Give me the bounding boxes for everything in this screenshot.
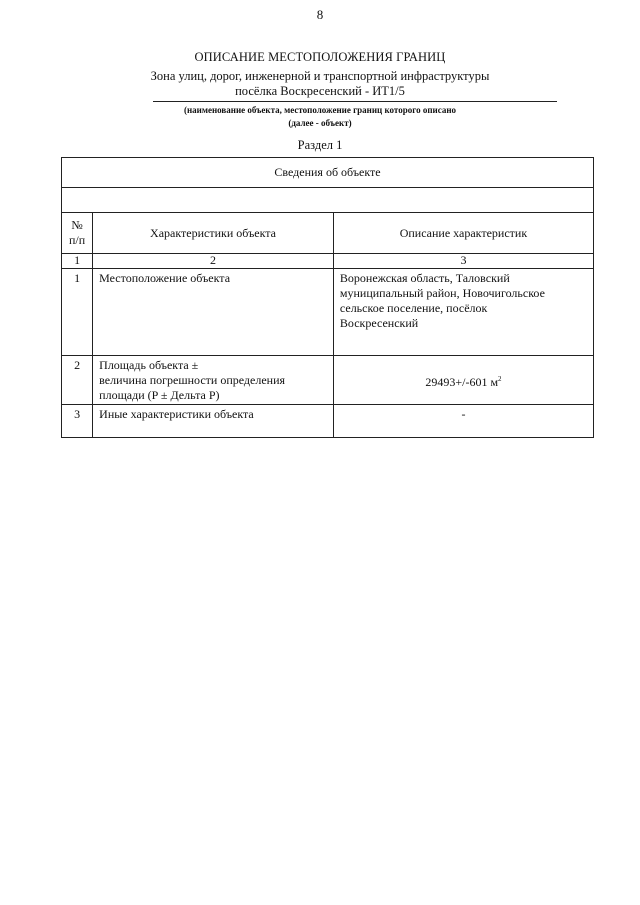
row-characteristic-line: Местоположение объекта bbox=[99, 271, 231, 285]
table-row bbox=[62, 269, 594, 356]
table-title-row bbox=[62, 158, 594, 188]
header-characteristic: Характеристики объекта bbox=[93, 213, 334, 254]
table-title: Сведения об объекте bbox=[62, 158, 594, 188]
caption-line: (наименование объекта, местоположение границ которого описано bbox=[183, 105, 457, 115]
header-number-line: п/п bbox=[68, 233, 86, 247]
row-characteristic-line: Площадь объекта ± bbox=[99, 358, 199, 372]
area-value: 29493+/-601 м bbox=[425, 375, 499, 389]
object-name-caption bbox=[0, 104, 640, 130]
table-empty-row bbox=[62, 188, 594, 213]
column-index: 3 bbox=[333, 254, 593, 269]
caption-line: (далее - объект) bbox=[288, 118, 352, 128]
object-info-table bbox=[61, 157, 594, 438]
row-characteristic-line: Иные характеристики объекта bbox=[99, 407, 254, 421]
column-index: 1 bbox=[62, 254, 93, 269]
column-index-row bbox=[62, 254, 594, 269]
row-description: - bbox=[333, 405, 593, 438]
table-header-row bbox=[62, 213, 594, 254]
header-number-line: № bbox=[71, 218, 83, 232]
row-description-line: Воронежская область, Таловский bbox=[339, 271, 510, 285]
row-description-line: муниципальный район, Новочигольское bbox=[339, 286, 545, 300]
table-row bbox=[62, 356, 594, 405]
empty-cell bbox=[62, 188, 594, 213]
row-number: 2 bbox=[62, 356, 93, 405]
row-number: 1 bbox=[62, 269, 93, 356]
row-description bbox=[333, 356, 593, 405]
row-description-line: сельское поселение, посёлок bbox=[339, 301, 488, 315]
object-name-line: посёлка Воскресенский - ИТ1/5 bbox=[235, 84, 405, 98]
row-characteristic bbox=[93, 269, 334, 356]
object-name bbox=[0, 69, 640, 99]
document-title: ОПИСАНИЕ МЕСТОПОЛОЖЕНИЯ ГРАНИЦ bbox=[194, 50, 446, 64]
row-characteristic-line: величина погрешности определения bbox=[99, 373, 286, 387]
row-description bbox=[333, 269, 593, 356]
section-label: Раздел 1 bbox=[297, 138, 343, 152]
row-description-line: Воскресенский bbox=[339, 316, 419, 330]
area-unit-superscript: 2 bbox=[498, 375, 502, 383]
column-index: 2 bbox=[93, 254, 334, 269]
row-characteristic bbox=[93, 356, 334, 405]
row-number: 3 bbox=[62, 405, 93, 438]
header-number bbox=[62, 213, 93, 254]
page-number: 8 bbox=[316, 7, 324, 22]
row-characteristic-line: площади (P ± Дельта P) bbox=[99, 388, 220, 402]
object-name-line: Зона улиц, дорог, инженерной и транспортной инфраструктуры bbox=[150, 69, 490, 83]
table-row bbox=[62, 405, 594, 438]
object-name-underline bbox=[153, 101, 557, 102]
row-characteristic bbox=[93, 405, 334, 438]
header-description: Описание характеристик bbox=[333, 213, 593, 254]
